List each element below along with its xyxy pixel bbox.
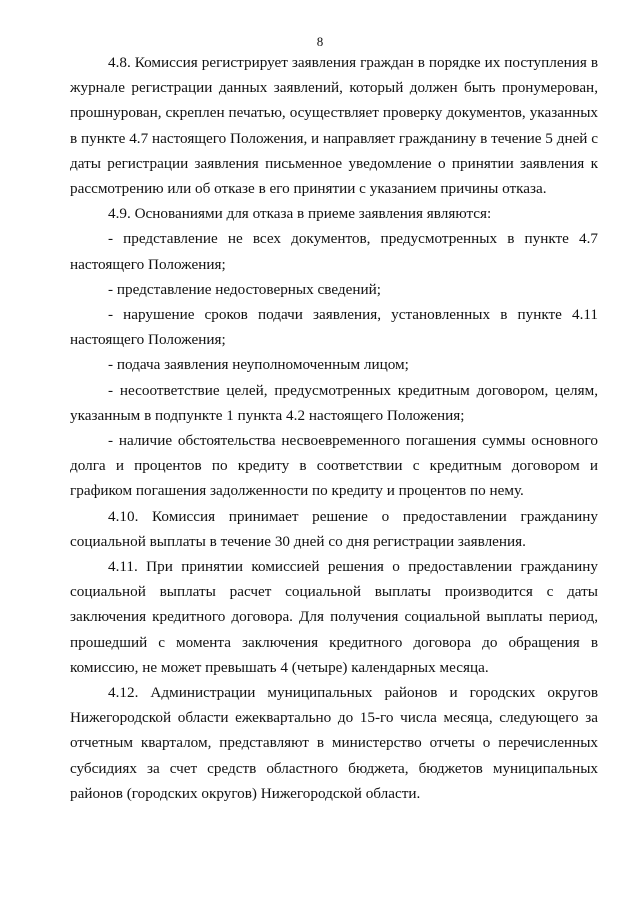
page-number: 8 xyxy=(316,34,324,49)
paragraph-4-12: 4.12. Администрации муниципальных районов и городских округов Нижегородской области ежеквартально до 15-го числа месяца, следующего за отчетным кварталом, представляют в министерство отчеты о перечисленных субсидиях за счет средств областного бюджета, бюджетов муниципальных районов (городских округов) Нижегородской области. xyxy=(70,684,598,802)
list-item-incomplete-documents: - представление не всех документов, предусмотренных в пункте 4.7 настоящего Положения; xyxy=(70,230,598,273)
list-item-purpose-mismatch: - несоответствие целей, предусмотренных кредитным договором, целям, указанным в подпункте 1 пункта 4.2 настоящего Положения; xyxy=(70,381,598,424)
document-body xyxy=(70,50,598,806)
paragraph-4-8: 4.8. Комиссия регистрирует заявления граждан в порядке их поступления в журнале регистрации данных заявлений, который должен быть пронумерован, прошнурован, скреплен печатью, осуществляет проверку документов, указанных в пункте 4.7 настоящего Положения, и направляет гражданину в течение 5 дней с даты регистрации заявления письменное уведомление о принятии заявления к рассмотрению или об отказе в его принятии с указанием причины отказа. xyxy=(70,54,598,198)
list-item-deadline-violation: - нарушение сроков подачи заявления, установленных в пункте 4.11 настоящего Положения; xyxy=(70,306,598,349)
list-item-unauthorized-person: - подача заявления неуполномоченным лицом; xyxy=(108,356,409,374)
list-item-late-repayment: - наличие обстоятельства несвоевременного погашения суммы основного долга и процентов по кредиту в соответствии с кредитным договором и графиком погашения задолженности по кредиту и процентов по нему. xyxy=(70,432,598,500)
list-item-false-information: - представление недостоверных сведений; xyxy=(108,280,381,298)
paragraph-4-10: 4.10. Комиссия принимает решение о предоставлении гражданину социальной выплаты в течение 30 дней со дня регистрации заявления. xyxy=(70,507,598,550)
paragraph-4-11: 4.11. При принятии комиссией решения о предоставлении гражданину социальной выплаты расчет социальной выплаты производится с даты заключения кредитного договора. Для получения социальной выплаты период, прошедший с момента заключения кредитного договора до обращения в комиссию, не может превышать 4 (четыре) календарных месяца. xyxy=(70,558,598,676)
paragraph-4-9: 4.9. Основаниями для отказа в приеме заявления являются: xyxy=(108,205,492,223)
